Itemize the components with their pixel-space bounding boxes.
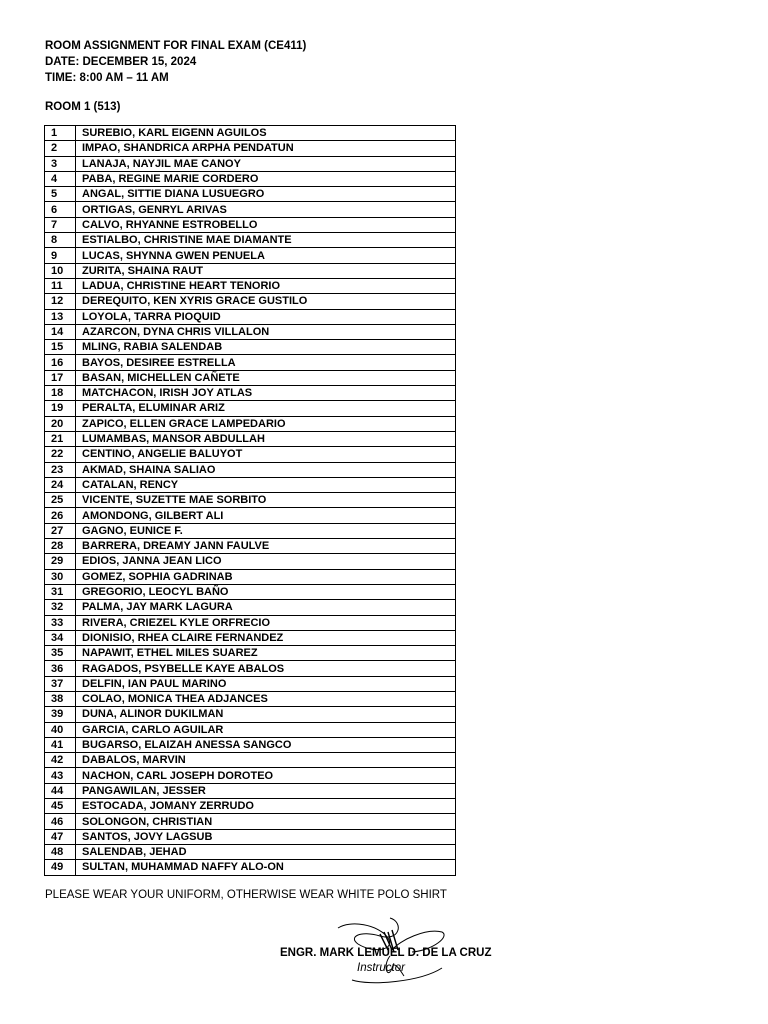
student-name: AZARCON, DYNA CHRIS VILLALON (76, 324, 456, 339)
table-row (45, 278, 456, 293)
table-row (45, 187, 456, 202)
student-number: 8 (45, 233, 76, 248)
student-number: 23 (45, 462, 76, 477)
student-name: NACHON, CARL JOSEPH DOROTEO (76, 768, 456, 783)
table-row (45, 844, 456, 859)
student-number: 19 (45, 401, 76, 416)
student-name: MATCHACON, IRISH JOY ATLAS (76, 386, 456, 401)
student-name: LANAJA, NAYJIL MAE CANOY (76, 156, 456, 171)
table-row (45, 171, 456, 186)
student-name: ANGAL, SITTIE DIANA LUSUEGRO (76, 187, 456, 202)
student-number: 22 (45, 447, 76, 462)
table-row (45, 814, 456, 829)
table-row (45, 477, 456, 492)
student-number: 33 (45, 615, 76, 630)
student-name: LUCAS, SHYNNA GWEN PENUELA (76, 248, 456, 263)
student-number: 29 (45, 554, 76, 569)
instructor-name: ENGR. MARK LEMUEL D. DE LA CRUZ (280, 947, 492, 959)
student-name: BAYOS, DESIREE ESTRELLA (76, 355, 456, 370)
student-number: 44 (45, 783, 76, 798)
student-number: 37 (45, 676, 76, 691)
table-row (45, 248, 456, 263)
student-number: 26 (45, 508, 76, 523)
student-number: 30 (45, 569, 76, 584)
student-name: SANTOS, JOVY LAGSUB (76, 829, 456, 844)
student-name: CATALAN, RENCY (76, 477, 456, 492)
table-row (45, 309, 456, 324)
exam-time: TIME: 8:00 AM – 11 AM (45, 72, 169, 84)
table-row (45, 294, 456, 309)
student-number: 24 (45, 477, 76, 492)
student-name: SUREBIO, KARL EIGENN AGUILOS (76, 126, 456, 141)
student-number: 34 (45, 630, 76, 645)
exam-date: DATE: DECEMBER 15, 2024 (45, 56, 197, 68)
student-number: 16 (45, 355, 76, 370)
student-name: EDIOS, JANNA JEAN LICO (76, 554, 456, 569)
student-name: DABALOS, MARVIN (76, 753, 456, 768)
student-name: GREGORIO, LEOCYL BAÑO (76, 584, 456, 599)
table-row (45, 126, 456, 141)
table-row (45, 217, 456, 232)
student-number: 12 (45, 294, 76, 309)
table-row (45, 416, 456, 431)
table-row (45, 202, 456, 217)
student-name: GAGNO, EUNICE F. (76, 523, 456, 538)
student-number: 10 (45, 263, 76, 278)
student-name: CALVO, RHYANNE ESTROBELLO (76, 217, 456, 232)
student-number: 43 (45, 768, 76, 783)
student-number: 41 (45, 737, 76, 752)
table-row (45, 661, 456, 676)
table-row (45, 156, 456, 171)
table-row (45, 707, 456, 722)
table-row (45, 737, 456, 752)
document-title: ROOM ASSIGNMENT FOR FINAL EXAM (CE411) (45, 40, 307, 52)
student-roster-body (45, 126, 456, 876)
student-number: 38 (45, 691, 76, 706)
student-number: 27 (45, 523, 76, 538)
student-name: LOYOLA, TARRA PIOQUID (76, 309, 456, 324)
table-row (45, 691, 456, 706)
student-number: 11 (45, 278, 76, 293)
table-row (45, 401, 456, 416)
table-row (45, 722, 456, 737)
table-row (45, 355, 456, 370)
document-header (45, 38, 306, 86)
table-row (45, 768, 456, 783)
student-name: ZAPICO, ELLEN GRACE LAMPEDARIO (76, 416, 456, 431)
student-number: 35 (45, 646, 76, 661)
student-name: DEREQUITO, KEN XYRIS GRACE GUSTILO (76, 294, 456, 309)
table-row (45, 141, 456, 156)
table-row (45, 783, 456, 798)
table-row (45, 523, 456, 538)
student-name: DIONISIO, RHEA CLAIRE FERNANDEZ (76, 630, 456, 645)
student-number: 4 (45, 171, 76, 186)
student-number: 20 (45, 416, 76, 431)
table-row (45, 676, 456, 691)
table-row (45, 508, 456, 523)
student-number: 6 (45, 202, 76, 217)
table-row (45, 753, 456, 768)
student-name: PALMA, JAY MARK LAGURA (76, 600, 456, 615)
table-row (45, 493, 456, 508)
student-number: 3 (45, 156, 76, 171)
student-name: PANGAWILAN, JESSER (76, 783, 456, 798)
student-name: SALENDAB, JEHAD (76, 844, 456, 859)
student-number: 28 (45, 539, 76, 554)
student-number: 1 (45, 126, 76, 141)
student-number: 17 (45, 370, 76, 385)
student-number: 46 (45, 814, 76, 829)
student-name: PABA, REGINE MARIE CORDERO (76, 171, 456, 186)
student-name: RAGADOS, PSYBELLE KAYE ABALOS (76, 661, 456, 676)
student-name: AKMAD, SHAINA SALIAO (76, 462, 456, 477)
student-number: 36 (45, 661, 76, 676)
table-row (45, 584, 456, 599)
student-number: 7 (45, 217, 76, 232)
table-row (45, 233, 456, 248)
student-number: 39 (45, 707, 76, 722)
table-row (45, 646, 456, 661)
student-number: 18 (45, 386, 76, 401)
table-row (45, 554, 456, 569)
student-name: PERALTA, ELUMINAR ARIZ (76, 401, 456, 416)
student-number: 13 (45, 309, 76, 324)
student-number: 32 (45, 600, 76, 615)
student-name: ORTIGAS, GENRYL ARIVAS (76, 202, 456, 217)
student-name: DELFIN, IAN PAUL MARINO (76, 676, 456, 691)
table-row (45, 431, 456, 446)
student-name: VICENTE, SUZETTE MAE SORBITO (76, 493, 456, 508)
table-row (45, 569, 456, 584)
student-name: CENTINO, ANGELIE BALUYOT (76, 447, 456, 462)
student-number: 9 (45, 248, 76, 263)
student-name: ZURITA, SHAINA RAUT (76, 263, 456, 278)
table-row (45, 615, 456, 630)
instructor-title: Instructor (357, 962, 405, 974)
student-name: COLAO, MONICA THEA ADJANCES (76, 691, 456, 706)
student-name: BARRERA, DREAMY JANN FAULVE (76, 539, 456, 554)
student-roster-table (44, 125, 456, 876)
student-number: 48 (45, 844, 76, 859)
student-name: GARCIA, CARLO AGUILAR (76, 722, 456, 737)
student-number: 25 (45, 493, 76, 508)
student-name: AMONDONG, GILBERT ALI (76, 508, 456, 523)
table-row (45, 600, 456, 615)
student-number: 15 (45, 340, 76, 355)
table-row (45, 860, 456, 875)
student-name: LADUA, CHRISTINE HEART TENORIO (76, 278, 456, 293)
table-row (45, 263, 456, 278)
student-name: NAPAWIT, ETHEL MILES SUAREZ (76, 646, 456, 661)
table-row (45, 630, 456, 645)
table-row (45, 386, 456, 401)
student-number: 2 (45, 141, 76, 156)
student-number: 14 (45, 324, 76, 339)
table-row (45, 539, 456, 554)
student-name: BASAN, MICHELLEN CAÑETE (76, 370, 456, 385)
table-row (45, 324, 456, 339)
student-name: SOLONGON, CHRISTIAN (76, 814, 456, 829)
student-name: RIVERA, CRIEZEL KYLE ORFRECIO (76, 615, 456, 630)
student-name: SULTAN, MUHAMMAD NAFFY ALO-ON (76, 860, 456, 875)
student-name: DUNA, ALINOR DUKILMAN (76, 707, 456, 722)
student-name: ESTOCADA, JOMANY ZERRUDO (76, 799, 456, 814)
dress-code-note: PLEASE WEAR YOUR UNIFORM, OTHERWISE WEAR WHITE POLO SHIRT (45, 889, 447, 901)
student-name: IMPAO, SHANDRICA ARPHA PENDATUN (76, 141, 456, 156)
student-number: 49 (45, 860, 76, 875)
student-number: 40 (45, 722, 76, 737)
table-row (45, 447, 456, 462)
student-name: ESTIALBO, CHRISTINE MAE DIAMANTE (76, 233, 456, 248)
table-row (45, 462, 456, 477)
student-number: 45 (45, 799, 76, 814)
student-number: 47 (45, 829, 76, 844)
student-name: MLING, RABIA SALENDAB (76, 340, 456, 355)
room-title: ROOM 1 (513) (45, 101, 121, 113)
student-name: GOMEZ, SOPHIA GADRINAB (76, 569, 456, 584)
table-row (45, 829, 456, 844)
table-row (45, 340, 456, 355)
student-name: BUGARSO, ELAIZAH ANESSA SANGCO (76, 737, 456, 752)
student-name: LUMAMBAS, MANSOR ABDULLAH (76, 431, 456, 446)
student-number: 21 (45, 431, 76, 446)
table-row (45, 370, 456, 385)
student-number: 42 (45, 753, 76, 768)
table-row (45, 799, 456, 814)
student-number: 5 (45, 187, 76, 202)
student-number: 31 (45, 584, 76, 599)
